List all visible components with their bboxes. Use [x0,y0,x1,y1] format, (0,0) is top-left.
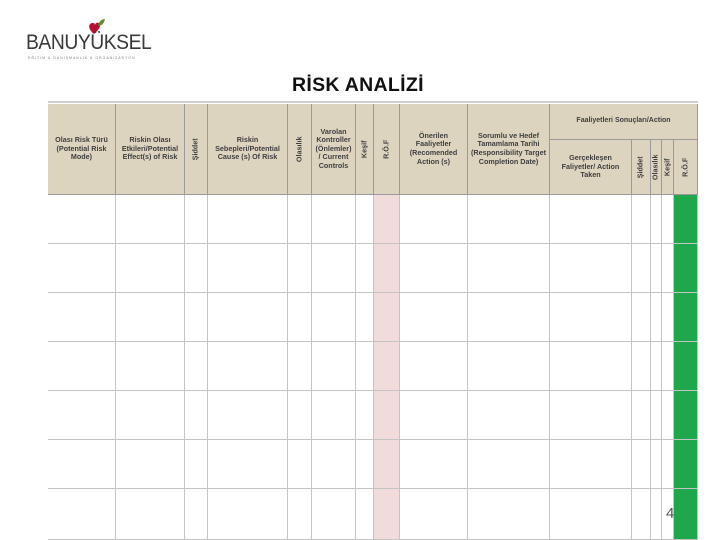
table-cell[interactable] [651,244,662,293]
table-cell[interactable] [674,244,698,293]
table-cell[interactable] [674,342,698,391]
table-cell[interactable] [288,391,312,440]
column-header-label: Önerilen Faaliyetler (Recomended Action (s) [409,130,458,166]
table-cell[interactable] [674,391,698,440]
column-header-siddet-2 [185,104,208,195]
table-cell[interactable] [288,440,312,489]
table-cell[interactable] [662,342,674,391]
table-cell[interactable] [550,244,632,293]
table-cell[interactable] [662,244,674,293]
table-cell[interactable] [288,342,312,391]
column-header-label: Keşif [662,158,672,176]
column-header-r-o-f-14 [674,140,698,195]
table-cell[interactable] [632,244,651,293]
table-cell[interactable] [116,244,185,293]
table-cell[interactable] [356,293,374,342]
table-cell[interactable] [400,342,468,391]
table-cell[interactable] [468,391,550,440]
table-cell[interactable] [356,244,374,293]
column-header-olas-l-k-4 [288,104,312,195]
table-cell[interactable] [400,244,468,293]
table-cell[interactable] [550,391,632,440]
table-cell[interactable] [116,489,185,540]
column-header-onerilen-faaliyetler-recomended-action-s-8 [400,104,468,195]
table-cell[interactable] [651,440,662,489]
table-cell[interactable] [400,440,468,489]
column-header-olas-risk-turu-potential-risk-mode-0 [48,104,116,195]
table-cell[interactable] [208,293,288,342]
table-cell[interactable] [116,391,185,440]
column-header-kesif-13 [662,140,674,195]
table-cell[interactable] [400,195,468,244]
table-cell[interactable] [662,391,674,440]
table-cell[interactable] [288,293,312,342]
table-cell[interactable] [468,440,550,489]
table-cell[interactable] [651,195,662,244]
table-cell[interactable] [185,489,208,540]
table-cell[interactable] [288,489,312,540]
table-cell[interactable] [116,342,185,391]
table-cell[interactable] [374,391,400,440]
column-header-olas-l-k-12 [651,140,662,195]
table-cell[interactable] [185,195,208,244]
table-cell[interactable] [312,244,356,293]
table-cell[interactable] [356,342,374,391]
table-cell[interactable] [651,489,662,540]
column-header-siddet-11 [632,140,651,195]
column-header-r-o-f-7 [374,104,400,195]
table-cell[interactable] [312,195,356,244]
column-header-label: Sorumlu ve Hedef Tamamlama Tarihi (Responsibility Target Completion Date) [471,130,546,166]
table-cell[interactable] [550,195,632,244]
table-cell[interactable] [632,293,651,342]
table-cell[interactable] [48,293,116,342]
column-header-kesif-6 [356,104,374,195]
table-cell[interactable] [288,244,312,293]
table-cell[interactable] [356,391,374,440]
table-cell[interactable] [312,342,356,391]
column-header-label: R.Ö.F [680,157,690,177]
table-cell[interactable] [48,489,116,540]
column-header-label: Olası Risk Türü (Potential Risk Mode) [55,135,108,162]
table-cell[interactable] [468,489,550,540]
table-cell[interactable] [632,391,651,440]
table-cell[interactable] [48,391,116,440]
table-cell[interactable] [185,342,208,391]
table-cell[interactable] [468,195,550,244]
table-cell[interactable] [400,293,468,342]
page-title: RİSK ANALİZİ [292,74,424,96]
logo-wordmark: BANUYÜKSEL [26,31,152,54]
table-cell[interactable] [185,440,208,489]
column-header-label: Varolan Kontroller (Önlemler) / Current Controls [315,126,352,170]
table-cell[interactable] [312,440,356,489]
title-divider [48,101,698,103]
column-header-varolan-kontroller-onlemler-current-controls-5 [312,104,356,195]
column-header-label: Şiddet [635,156,645,178]
table-cell[interactable] [208,391,288,440]
table-cell[interactable] [185,391,208,440]
table-cell[interactable] [116,440,185,489]
table-cell[interactable] [468,293,550,342]
table-cell[interactable] [550,342,632,391]
column-header-label: Keşif [359,140,369,158]
table-cell[interactable] [374,440,400,489]
column-header-label: R.Ö.F [381,139,391,159]
table-cell[interactable] [356,440,374,489]
logo-tagline: EĞİTİM & DANIŞMANLIK & ORGANİZASYON [28,56,136,60]
table-cell[interactable] [48,440,116,489]
table-cell[interactable] [312,489,356,540]
table-cell[interactable] [674,440,698,489]
table-cell[interactable] [312,391,356,440]
table-cell[interactable] [632,440,651,489]
column-header-sorumlu-ve-hedef-tamamlama-tarihi-responsibility-target-completion-date-9 [468,104,550,195]
table-cell[interactable] [651,391,662,440]
column-header-label: Gerçekleşen Faliyetler/ Action Taken [561,153,620,180]
column-header-label: Riskin Olası Etkileri/Potential Effect(s) of Risk [121,135,179,162]
column-header-label: Olasılık [294,136,304,162]
table-cell[interactable] [550,440,632,489]
table-cell[interactable] [288,195,312,244]
page-number: 4 [666,505,675,522]
group-header-action-results: Faaliyetleri Sonuçları/Action [550,104,698,140]
table-cell[interactable] [208,195,288,244]
table-cell[interactable] [632,195,651,244]
table-cell[interactable] [674,293,698,342]
table-cell[interactable] [651,342,662,391]
column-header-label: Şiddet [190,138,200,160]
table-cell[interactable] [674,489,698,540]
table-cell[interactable] [116,293,185,342]
table-cell[interactable] [48,195,116,244]
table-cell[interactable] [185,244,208,293]
table-cell[interactable] [374,195,400,244]
table-cell[interactable] [400,391,468,440]
table-cell[interactable] [674,195,698,244]
table-cell[interactable] [48,244,116,293]
table-cell[interactable] [662,293,674,342]
company-logo [26,18,156,64]
table-cell[interactable] [185,293,208,342]
table-cell[interactable] [632,342,651,391]
table-cell[interactable] [208,244,288,293]
table-cell[interactable] [312,293,356,342]
table-cell[interactable] [374,244,400,293]
table-cell[interactable] [356,195,374,244]
table-cell[interactable] [632,489,651,540]
risk-analysis-table [48,104,698,540]
column-header-riskin-olas-etkileri-potential-effect-s-of-risk-1 [116,104,185,195]
table-cell[interactable] [468,244,550,293]
table-cell[interactable] [374,293,400,342]
column-header-gerceklesen-faliyetler-action-taken-10 [550,140,632,195]
table-cell[interactable] [356,489,374,540]
table-cell[interactable] [374,489,400,540]
column-header-label: Riskin Sebepleri/Potential Cause (s) Of Risk [215,135,280,162]
table-cell[interactable] [208,440,288,489]
table-cell[interactable] [374,342,400,391]
column-header-riskin-sebepleri-potential-cause-s-of-risk-3 [208,104,288,195]
table-cell[interactable] [662,195,674,244]
table-cell[interactable] [468,342,550,391]
table-cell[interactable] [400,489,468,540]
column-header-label: Olasılık [650,154,660,180]
table-cell[interactable] [662,440,674,489]
table-cell[interactable] [208,489,288,540]
table-cell[interactable] [550,293,632,342]
table-cell[interactable] [550,489,632,540]
table-cell[interactable] [48,342,116,391]
table-cell[interactable] [651,293,662,342]
table-cell[interactable] [208,342,288,391]
table-cell[interactable] [116,195,185,244]
